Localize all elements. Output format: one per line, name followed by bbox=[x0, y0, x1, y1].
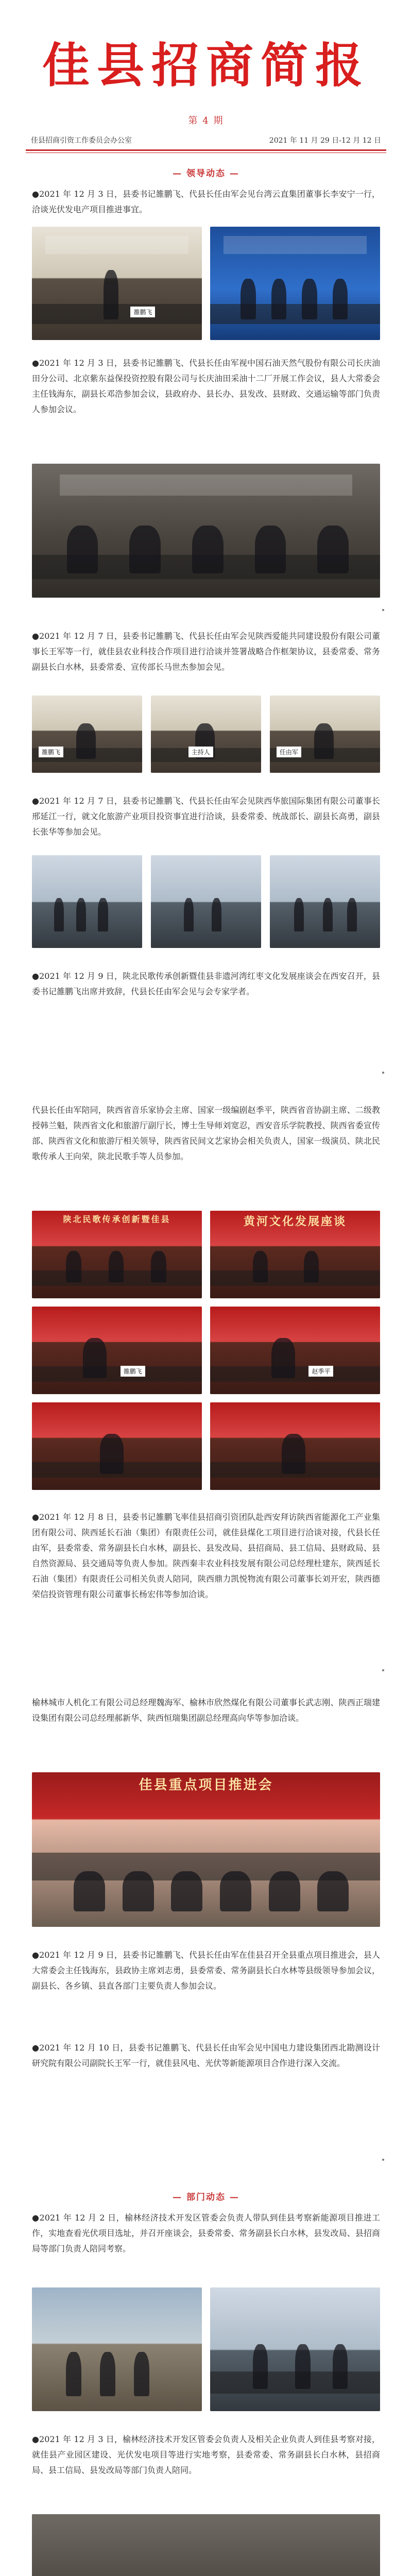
nameplate: 雒鹏飞 bbox=[39, 747, 63, 757]
paragraph-12: ●2021 年 12 月 3 日，榆林经济技术开发区管委会负责人及相关企业负责人到佳县考察对接，就佳县产业园区建设、光伏发电项目等进行实地考察，县委常委、常务副县长白水林，县招商局、县工信局、县发改局等部门负责人陪同。 bbox=[32, 2434, 380, 2475]
section-leaders: — 领导动态 — bbox=[173, 168, 239, 179]
page-marker bbox=[382, 609, 384, 611]
nameplate: 雒鹏飞 bbox=[130, 307, 155, 317]
photo-visit-2 bbox=[151, 855, 261, 948]
photo-inspection-2 bbox=[210, 2287, 380, 2411]
page-marker bbox=[382, 1072, 384, 1074]
paragraph-8: 榆林城市人机化工有限公司总经理魏海军、榆林市欣然煤化有限公司董事长武志刚、陕西正瑞建设集团有限公司总经理郝新华、陕西恒瑞集团副总经理高向华等参加洽谈。 bbox=[32, 1698, 380, 1723]
photo-conference bbox=[32, 1772, 380, 1927]
photo-forum-5 bbox=[32, 1402, 202, 1490]
conference-banner: 佳县重点项目推进会 bbox=[139, 1777, 273, 1793]
photo-forum-1 bbox=[32, 1211, 202, 1298]
paragraph-7: ●2021 年 12 月 8 日，县委书记雒鹏飞率佳县招商引资团队赴西安拜访陕西省能源化工产业集团有限公司、陕西延长石油（集团）有限责任公司，就佳县煤化工项目进行洽谈对接，代县长任由军，县委常委、常务副县长白水林，副县长、县发改局、县招商局、县工信局、县财政局、县自然资源局、县交通局等负责人参加。陕西秦丰农业科技发展有限公司总经理杜建东，陕西延长石油（集团）有限责任公司相关负责人陪同，陕西鼎力凯悦物流有限公司董事长刘开宏，陕西德荣信投资管理有限公司董事长杨宏伟等参加洽谈。 bbox=[32, 1512, 380, 1599]
forum-banner: 陕北民歌传承创新暨佳县 bbox=[63, 1214, 171, 1224]
paragraph-3: ●2021 年 12 月 7 日，县委书记雒鹏飞、代县长任由军会见陕西爱能共同建设股份有限公司董事长王军等一行，就佳县农业科技合作项目进行洽谈并签署战略合作框架协议，县委常委、常务副县长白水林，县委常委、宣传部长马世杰参加会见。 bbox=[32, 631, 380, 672]
masthead-meta bbox=[31, 135, 381, 145]
nameplate: 赵季平 bbox=[308, 1366, 333, 1377]
photo-meeting-6 bbox=[270, 696, 380, 773]
date-range: 2021 年 11 月 29 日-12 月 12 日 bbox=[269, 137, 381, 145]
paragraph-5: ●2021 年 12 月 9 日，陕北民歌传承创新暨佳县非遗河湾红枣文化发展座谈会在西安召开，县委书记雒鹏飞出席并致辞，代县长任由军会见与会专家学者。 bbox=[32, 971, 380, 996]
photo-visit-3 bbox=[270, 855, 380, 948]
photo-meeting-3 bbox=[32, 464, 380, 598]
photo-forum-4 bbox=[210, 1307, 380, 1394]
paragraph-1: ●2021 年 12 月 3 日，县委书记雒鹏飞、代县长任由军会见台湾云直集团董事长李安宁一行，洽谈光伏发电产项目推进事宜。 bbox=[32, 189, 380, 214]
photo-forum-6 bbox=[210, 1402, 380, 1490]
page-marker bbox=[382, 1669, 384, 1671]
paragraph-9: ●2021 年 12 月 9 日，县委书记雒鹏飞、代县长任由军在佳县召开全县重点项目推进会，县人大常委会主任钱海东，县政协主席刘志勇，县委常委、常务副县长白水林等县级领导参加会议，副县长、各乡镇、县直各部门主要负责人参加会议。 bbox=[32, 1950, 380, 1991]
paragraph-2: ●2021 年 12 月 3 日，县委书记雒鹏飞、代县长任由军视中国石油天然气股份有限公司长庆油田分公司、北京紫东益保投资控股有限公司与长庆油田采油十二厂开展工作会议，县人大常委会主任钱海东，副县长邓浩参加会议，县政府办、县长办、县发改、县财政、交通运输等部门负责人参加会议。 bbox=[32, 358, 380, 414]
section-departments: — 部门动态 — bbox=[173, 2192, 239, 2202]
issue-number: 第 4 期 bbox=[188, 115, 224, 126]
nameplate: 主持人 bbox=[188, 747, 213, 757]
photo-meeting-1 bbox=[32, 227, 202, 340]
paragraph-4: ●2021 年 12 月 7 日，县委书记雒鹏飞、代县长任由军会见陕西华旅国际集团有限公司董事长邢延江一行，就文化旅游产业项目投资事宜进行洽谈，县委常委、统战部长、副县长高勇，副县长张华等参加会见。 bbox=[32, 796, 380, 837]
nameplate: 雒鹏飞 bbox=[121, 1366, 145, 1377]
paragraph-10: ●2021 年 12 月 10 日，县委书记雒鹏飞、代县长任由军会见中国电力建设集团西北勘测设计研究院有限公司副院长王军一行，就佳县风电、光伏等新能源项目合作进行深入交流。 bbox=[32, 2043, 380, 2068]
photo-forum-2 bbox=[210, 1211, 380, 1298]
masthead-rule bbox=[26, 149, 386, 151]
nameplate: 任由军 bbox=[277, 747, 301, 757]
masthead-title: 佳县招商简报 bbox=[42, 38, 370, 93]
paragraph-11: ●2021 年 12 月 2 日，榆林经济技术开发区管委会负责人带队到佳县考察新能源项目推进工作，实地查看光伏项目选址，并召开座谈会，县委常委、常务副县长白水林，县发改局、县招商局等部门负责人陪同考察。 bbox=[32, 2213, 380, 2253]
photo-inspection-3 bbox=[32, 2514, 380, 2576]
photo-visit-1 bbox=[32, 855, 142, 948]
masthead-rule-thin bbox=[26, 152, 386, 153]
photo-meeting-2 bbox=[210, 227, 380, 340]
photo-forum-3 bbox=[32, 1307, 202, 1394]
page-marker bbox=[382, 2159, 384, 2161]
photo-meeting-5 bbox=[151, 696, 261, 773]
publisher: 佳县招商引资工作委员会办公室 bbox=[31, 137, 132, 145]
paragraph-6: 代县长任由军陪同，陕西省音乐家协会主席、国家一级编剧赵季平，陕西省音协副主席、二级教授韩兰魁，陕西省文化和旅游厅副厅长，博士生导师刘宽忍，西安音乐学院教授、陕西省委宣传部、陕西省文化和旅游厅相关领导，陕西省民间文艺家协会相关负责人，国家一级演员、陕北民歌传承人王向荣，陕北民歌手等人员参加。 bbox=[32, 1105, 380, 1161]
photo-inspection-1 bbox=[32, 2287, 202, 2411]
photo-meeting-4 bbox=[32, 696, 142, 773]
forum-banner: 黄河文化发展座谈 bbox=[243, 1215, 347, 1228]
